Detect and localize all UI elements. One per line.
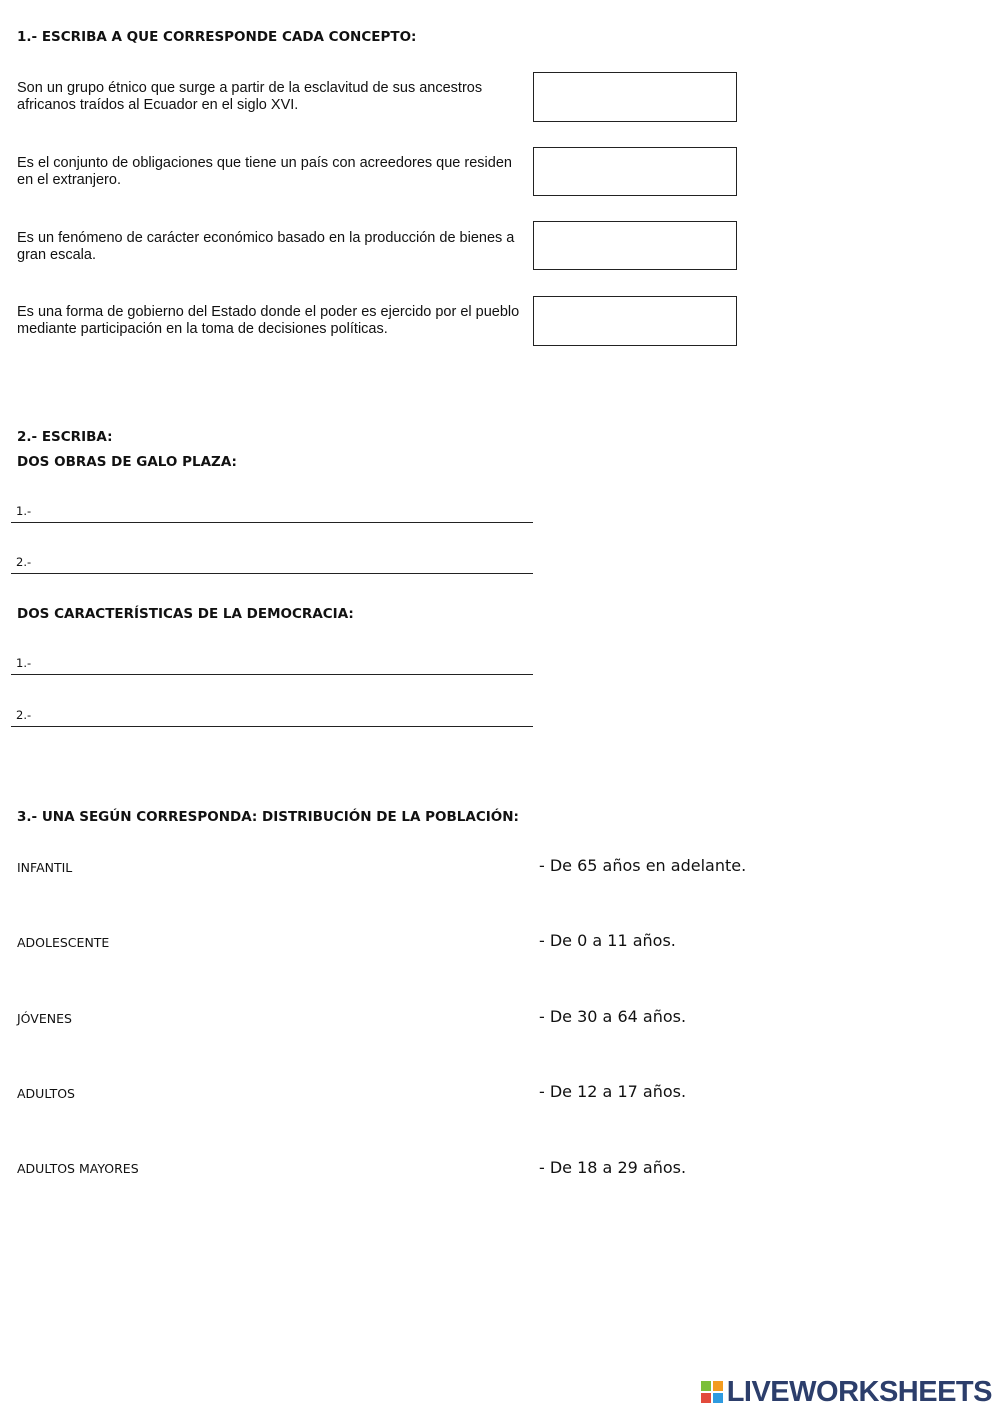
- logo-text: LIVEWORKSHEETS: [726, 1375, 992, 1408]
- concept-text-3: Es un fenómeno de carácter económico basado en la producción de bienes a gran escala.: [17, 230, 515, 263]
- section2-title: 2.- ESCRIBA:: [17, 429, 113, 445]
- answer-box-2[interactable]: [533, 147, 737, 196]
- answer-box-4[interactable]: [533, 296, 737, 346]
- match-right-item-5[interactable]: - De 18 a 29 años.: [539, 1158, 687, 1177]
- match-right-item-2[interactable]: - De 0 a 11 años.: [539, 931, 676, 950]
- match-left-item-2[interactable]: ADOLESCENTE: [17, 935, 110, 950]
- match-right-item-4[interactable]: - De 12 a 17 años.: [539, 1082, 687, 1101]
- concept-text-1: Son un grupo étnico que surge a partir de la esclavitud de sus ancestros africanos traídos al Ecuador en el siglo XVI.: [17, 80, 483, 113]
- answer-box-1[interactable]: [533, 72, 737, 122]
- galo-plaza-answer-line-1[interactable]: [11, 501, 533, 523]
- subsection-democracia-title: DOS CARACTERÍSTICAS DE LA DEMOCRACIA:: [17, 606, 354, 622]
- concept-text-2: Es el conjunto de obligaciones que tiene un país con acreedores que residen en el extranjero.: [17, 155, 512, 188]
- match-left-item-4[interactable]: ADULTOS: [17, 1086, 75, 1101]
- match-left-item-5[interactable]: ADULTOS MAYORES: [17, 1161, 139, 1176]
- match-left-item-1[interactable]: INFANTIL: [17, 860, 73, 875]
- answer-box-3[interactable]: [533, 221, 737, 270]
- democracia-answer-line-2[interactable]: [11, 705, 533, 727]
- line-label: 1.-: [16, 504, 32, 518]
- line-label: 1.-: [16, 656, 32, 670]
- line-label: 2.-: [16, 708, 32, 722]
- liveworksheets-logo: [701, 1377, 992, 1407]
- subsection-galo-plaza-title: DOS OBRAS DE GALO PLAZA:: [17, 454, 237, 470]
- democracia-answer-line-1[interactable]: [11, 653, 533, 675]
- liveworksheets-logo-icon: [701, 1381, 723, 1403]
- line-label: 2.-: [16, 555, 32, 569]
- section3-title: 3.- UNA SEGÚN CORRESPONDA: DISTRIBUCIÓN DE LA POBLACIÓN:: [17, 809, 519, 825]
- concept-text-4: Es una forma de gobierno del Estado donde el poder es ejercido por el pueblo mediante participación en la toma de decisiones políticas.: [17, 304, 520, 337]
- match-left-item-3[interactable]: JÓVENES: [17, 1011, 72, 1026]
- match-right-item-1[interactable]: - De 65 años en adelante.: [539, 856, 747, 875]
- match-right-item-3[interactable]: - De 30 a 64 años.: [539, 1007, 687, 1026]
- section1-title: 1.- ESCRIBA A QUE CORRESPONDE CADA CONCEPTO:: [17, 29, 417, 45]
- galo-plaza-answer-line-2[interactable]: [11, 552, 533, 574]
